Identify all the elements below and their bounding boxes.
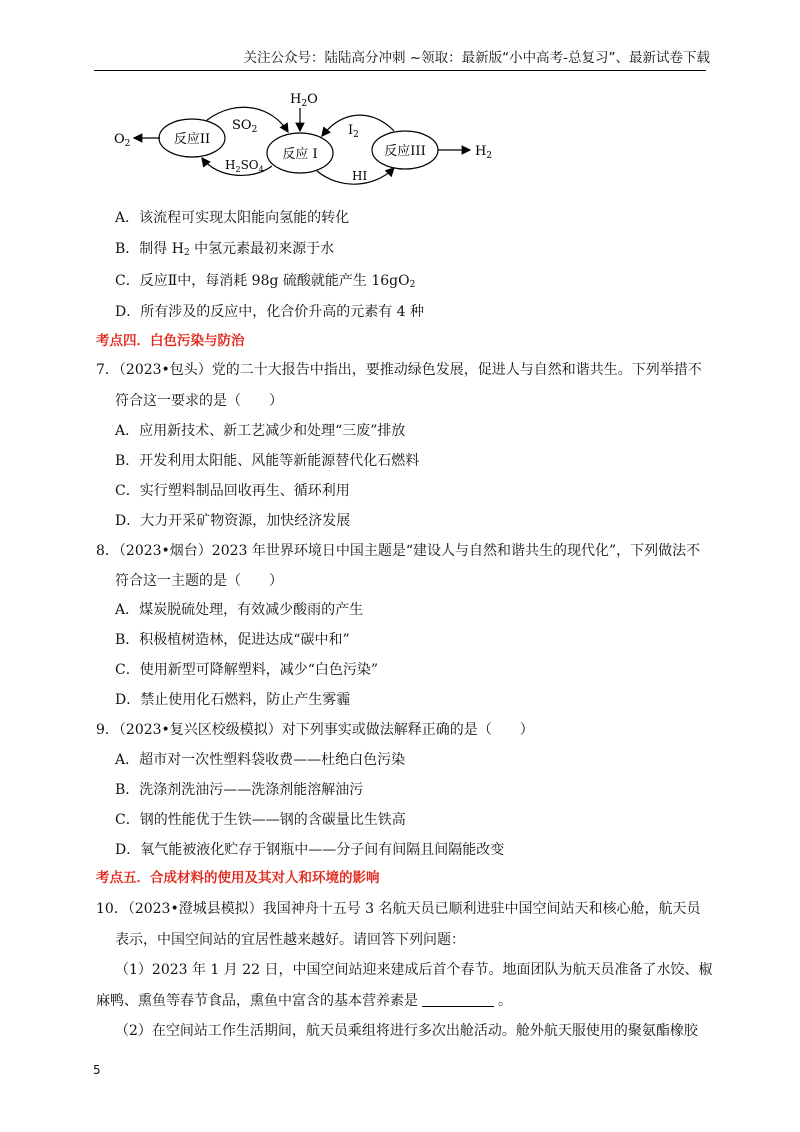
q9-option-a: A．超市对一次性塑料袋收费——杜绝白色污染 <box>115 752 406 768</box>
q8-stem-line2: 符合这一主题的是（ ） <box>115 573 283 589</box>
answer-blank[interactable] <box>422 994 494 1007</box>
q7-option-a: A．应用新技术、新工艺减少和处理“三废”排放 <box>115 423 406 439</box>
q9-option-c: C．钢的性能优于生铁——钢的含碳量比生铁高 <box>115 812 406 828</box>
q10-stem-line1: 10．（2023•澄城县模拟）我国神舟十五号 3 名航天员已顺利进驻中国空间站天和核心舱，航天员 <box>96 901 701 917</box>
q6-option-a: A．该流程可实现太阳能向氢能的转化 <box>115 210 350 226</box>
q6-option-c: C．反应Ⅱ中，每消耗 98g 硫酸就能产生 $16gO_2$ <box>115 273 416 290</box>
q9-option-d: D．氧气能被液化贮存于钢瓶中——分子间有间隔且间隔能改变 <box>115 842 505 858</box>
reaction-cycle-diagram <box>112 86 512 196</box>
q10-part1-line2: 麻鸭、熏鱼等春节食品，熏鱼中富含的基本营养素是 。 <box>96 993 512 1009</box>
q8-option-c: C．使用新型可降解塑料，减少“白色污染” <box>115 662 379 678</box>
section-heading-5: 考点五．合成材料的使用及其对人和环境的影响 <box>96 870 380 886</box>
q7-option-b: B．开发利用太阳能、风能等新能源替代化石燃料 <box>115 453 420 469</box>
header-divider <box>94 70 706 71</box>
h2o-label: $H_2O$ <box>290 92 318 109</box>
reaction-1-label: 反应 I <box>282 147 318 162</box>
h2-label: $H_2$ <box>475 144 493 161</box>
q8-stem-line1: 8．（2023•烟台）2023 年世界环境日中国主题是“建设人与自然和谐共生的现代化”，下列做法不 <box>96 543 701 559</box>
q9-stem: 9．（2023•复兴区校级模拟）对下列事实或做法解释正确的是（ ） <box>96 722 534 738</box>
i2-label: $I_2$ <box>348 123 359 140</box>
q7-option-d: D．大力开采矿物资源，加快经济发展 <box>115 513 351 529</box>
hi-label: HI <box>352 169 368 183</box>
q10-stem-line2: 表示，中国空间站的宜居性越来越好。请回答下列问题： <box>115 932 465 948</box>
q7-stem-line1: 7．（2023•包头）党的二十大报告中指出，要推动绿色发展，促进人与自然和谐共生。下列举措不 <box>96 362 702 378</box>
reaction-3-label: 反应III <box>384 144 426 159</box>
o2-label: $O_2$ <box>114 132 131 149</box>
q9-option-b: B．洗涤剂洗油污——洗涤剂能溶解油污 <box>115 782 364 798</box>
q8-option-a: A．煤炭脱硫处理，有效减少酸雨的产生 <box>115 602 364 618</box>
so2-label: $SO_2$ <box>232 118 258 135</box>
q6-option-b: B．制得 $H_2$ 中氢元素最初来源于水 <box>115 241 335 258</box>
q7-option-c: C．实行塑料制品回收再生、循环利用 <box>115 483 350 499</box>
page-number: 5 <box>93 1063 101 1077</box>
q8-option-d: D．禁止使用化石燃料，防止产生雾霾 <box>115 692 351 708</box>
reaction-2-label: 反应II <box>173 132 211 147</box>
q8-option-b: B．积极植树造林，促进达成“碳中和” <box>115 632 350 648</box>
h2so4-label: $H_2SO_4$ <box>225 158 264 174</box>
q10-part1-line1: （1）2023 年 1 月 22 日，中国空间站迎来建成后首个春节。地面团队为航天员准备了水饺、椒 <box>115 962 713 978</box>
q7-stem-line2: 符合这一要求的是（ ） <box>115 393 283 409</box>
page-header: 关注公众号：陆陆高分冲刺 ~领取：最新版“小中高考-总复习”、最新试卷下载 <box>243 50 710 66</box>
q10-part2-line1: （2）在空间站工作生活期间，航天员乘组将进行多次出舱活动。舱外航天服使用的聚氨酯橡胶 <box>115 1023 698 1039</box>
q6-option-d: D．所有涉及的反应中，化合价升高的元素有 4 种 <box>115 304 425 320</box>
section-heading-4: 考点四．白色污染与防治 <box>96 333 245 349</box>
